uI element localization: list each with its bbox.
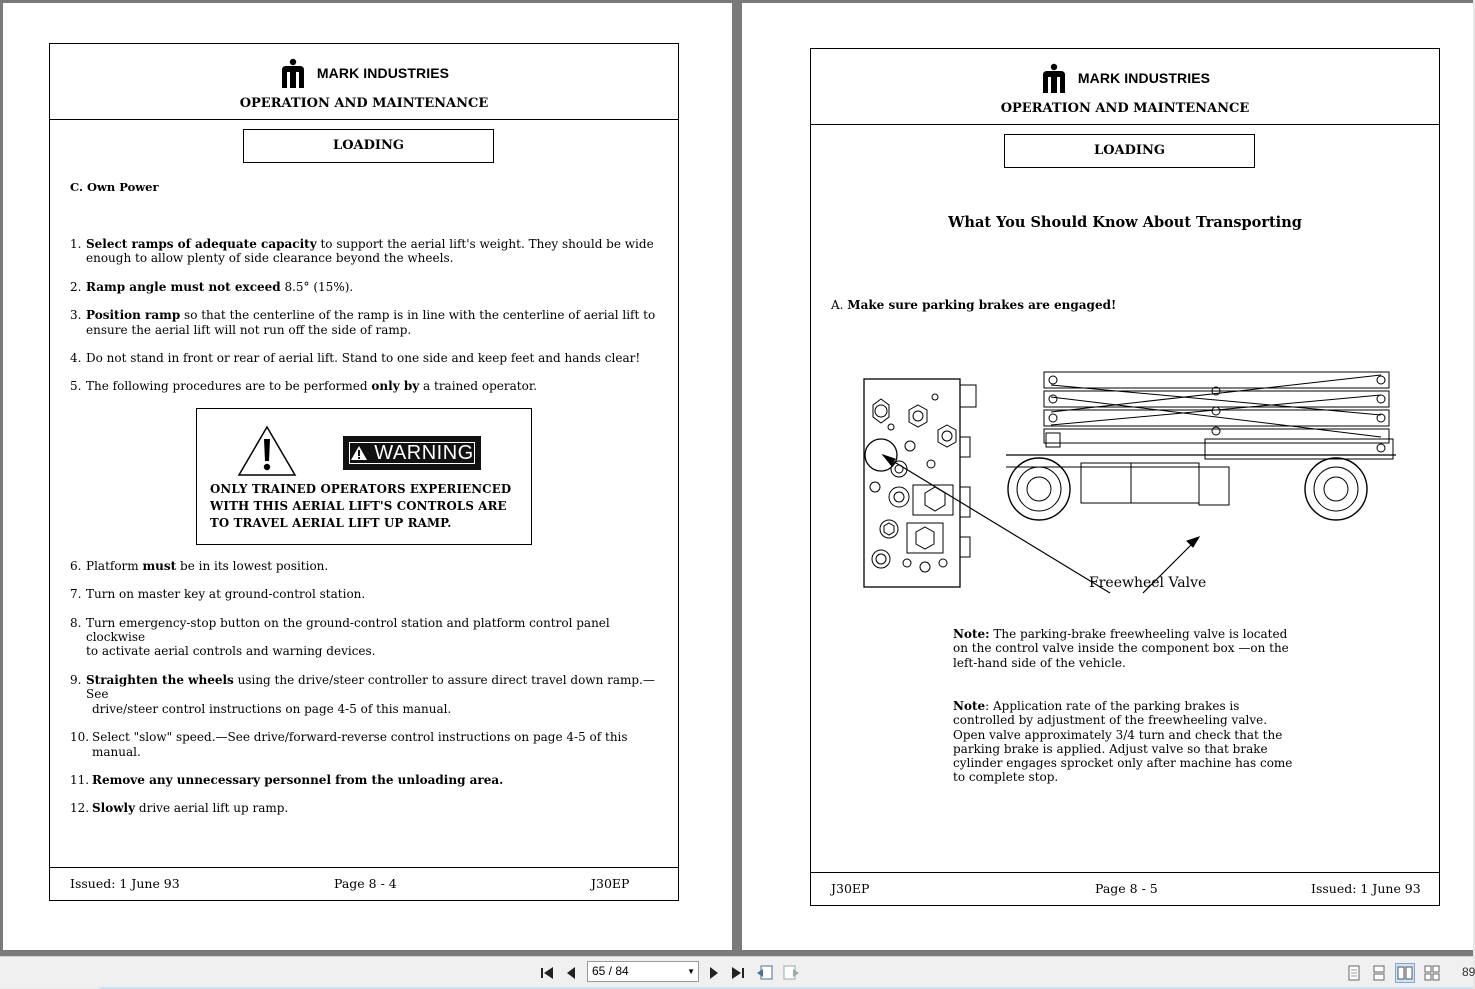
footer-issued: Issued: 1 June 93 bbox=[1311, 881, 1421, 896]
section-title: LOADING bbox=[243, 129, 494, 163]
warning-small-icon bbox=[350, 445, 368, 461]
list-item: 4. Do not stand in front or rear of aerial lift. Stand to one side and keep feet and hands clear! bbox=[70, 351, 641, 366]
page-footer bbox=[50, 867, 678, 900]
single-page-icon bbox=[1348, 965, 1360, 981]
freewheel-valve-diagram bbox=[861, 367, 1401, 597]
previous-page-button[interactable] bbox=[561, 963, 581, 983]
list-item: 3. Position ramp so that the centerline of the ramp is in line with the centerline of aerial lift to ensure the aerial lift will not run off the side of ramp. bbox=[70, 308, 656, 337]
continuous-view-button[interactable] bbox=[1369, 963, 1389, 983]
next-page-icon bbox=[708, 966, 720, 980]
chevron-down-icon[interactable]: ▼ bbox=[687, 967, 695, 976]
list-item: 7. Turn on master key at ground-control station. bbox=[70, 587, 366, 602]
list-item: 12. Slowly drive aerial lift up ramp. bbox=[70, 801, 289, 816]
next-page-button[interactable] bbox=[704, 963, 724, 983]
facing-pages-icon bbox=[1397, 966, 1413, 980]
warning-container bbox=[70, 408, 670, 545]
page-header bbox=[811, 49, 1439, 125]
continuous-page-icon bbox=[1373, 965, 1385, 981]
page-number-field[interactable] bbox=[587, 961, 699, 982]
page-indicator: 65 / 84 bbox=[592, 964, 629, 978]
list-item: 6. Platform must be in its lowest position. bbox=[70, 558, 329, 573]
go-forward-view-icon bbox=[782, 965, 800, 981]
list-item: 8. Turn emergency-stop button on the ground-control station and platform control panel clockwise to activate aerial controls and warning devices. bbox=[70, 615, 610, 659]
mark-logo-icon bbox=[1040, 63, 1068, 93]
footer-model: J30EP bbox=[591, 876, 630, 891]
continuous-facing-view-button[interactable] bbox=[1422, 963, 1442, 983]
continuous-facing-icon bbox=[1424, 965, 1440, 981]
warning-box bbox=[196, 408, 532, 545]
page-header bbox=[50, 44, 678, 120]
page-right bbox=[742, 3, 1473, 950]
warning-text: ONLY TRAINED OPERATORS EXPERIENCED WITH THIS AERIAL LIFT'S CONTROLS ARE TO TRAVEL AERIAL LIFT UP RAMP. bbox=[210, 481, 512, 530]
navigation-toolbar bbox=[0, 956, 1473, 988]
page-subtitle: OPERATION AND MAINTENANCE bbox=[239, 96, 489, 111]
footer-model: J30EP bbox=[831, 881, 870, 896]
list-item: 10. Select "slow" speed.—See drive/forward-reverse control instructions on page 4-5 of this manual. bbox=[70, 730, 628, 759]
scissor-lift bbox=[1006, 372, 1396, 520]
warning-badge bbox=[344, 437, 480, 469]
diagram-label: Freewheel Valve bbox=[1089, 575, 1207, 591]
steps-list bbox=[70, 237, 670, 830]
footer-page-number: Page 8 - 4 bbox=[334, 876, 397, 891]
go-back-button[interactable] bbox=[755, 963, 775, 983]
list-item: 1. Select ramps of adequate capacity to support the aerial lift's weight. They should be wide enough to allow plenty of side clearance beyond the wheels. bbox=[70, 237, 654, 266]
warning-triangle-icon bbox=[237, 425, 297, 477]
last-page-icon bbox=[730, 966, 746, 980]
single-page-view-button[interactable] bbox=[1344, 963, 1364, 983]
note-brake-adjustment: Note: Application rate of the parking brakes is controlled by adjustment of the freewheeling valve. Open valve approximately 3/4 turn and check that the parking brake is applied. Adjust valve so that brake cylinder engages sprocket only after machine has come to complete stop. bbox=[953, 699, 1293, 785]
brand-name: MARK INDUSTRIES bbox=[1077, 70, 1211, 86]
last-page-button[interactable] bbox=[728, 963, 748, 983]
section-title: LOADING bbox=[1004, 134, 1255, 168]
page-heading: What You Should Know About Transporting bbox=[948, 214, 1302, 231]
note-freewheel-location: Note: The parking-brake freewheeling valve is located on the control valve inside the component box —on the left-hand side of the vehicle. bbox=[953, 627, 1289, 670]
go-forward-button[interactable] bbox=[781, 963, 801, 983]
brand-name: MARK INDUSTRIES bbox=[316, 65, 450, 81]
page-footer bbox=[811, 872, 1439, 905]
facing-pages-view-button[interactable] bbox=[1395, 963, 1415, 983]
instruction-a: A. Make sure parking brakes are engaged! bbox=[831, 298, 1117, 312]
list-item: 11. Remove any unnecessary personnel from the unloading area. bbox=[70, 772, 504, 787]
page-frame bbox=[810, 48, 1440, 906]
mark-logo-icon bbox=[279, 58, 307, 88]
page-frame bbox=[49, 43, 679, 901]
first-page-button[interactable] bbox=[537, 963, 557, 983]
page-subtitle: OPERATION AND MAINTENANCE bbox=[1000, 101, 1250, 116]
previous-page-icon bbox=[565, 966, 577, 980]
sub-heading: C. Own Power bbox=[70, 180, 159, 194]
warning-label: WARNING bbox=[374, 441, 474, 464]
list-item: 5. The following procedures are to be performed only by a trained operator. bbox=[70, 379, 538, 394]
first-page-icon bbox=[539, 966, 555, 980]
go-back-view-icon bbox=[756, 965, 774, 981]
zoom-level[interactable]: 89 bbox=[1462, 965, 1475, 979]
page-left bbox=[3, 3, 732, 950]
footer-issued: Issued: 1 June 93 bbox=[70, 876, 180, 891]
footer-page-number: Page 8 - 5 bbox=[1095, 881, 1158, 896]
list-item: 2. Ramp angle must not exceed 8.5° (15%). bbox=[70, 279, 354, 294]
list-item: 9. Straighten the wheels using the drive/steer controller to assure direct travel down ramp.—See drive/steer control instructions on page 4-5 of this manual. bbox=[70, 672, 655, 716]
control-valve-block bbox=[864, 379, 976, 587]
